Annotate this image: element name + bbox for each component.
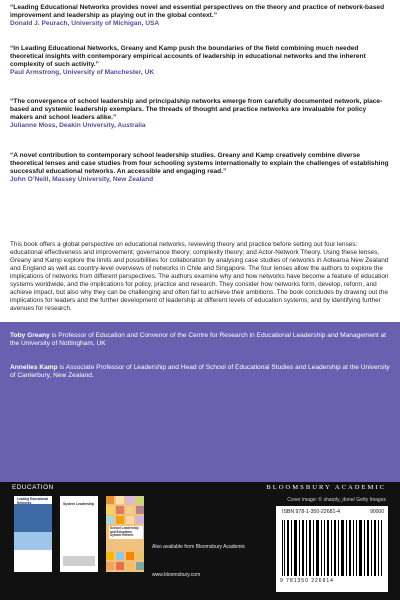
isbn-label: ISBN 978-1-350-22681-4 (282, 509, 340, 515)
barcode-bars (282, 520, 382, 576)
related-book-cover (60, 496, 98, 572)
related-book-cover (14, 496, 52, 572)
author-name: Annelies Kamp (10, 364, 58, 371)
praise-quote (10, 152, 390, 184)
quote-text: “Leading Educational Networks provides novel and essential perspectives on the theory and practice of network-based improvement and leadership as playing out in the global context.” (10, 4, 385, 19)
quote-text: “A novel contribution to contemporary school leadership studies. Greany and Kamp creatively combine diverse theoretical lenses and case studies from four schooling systems internationally to explain the challenges of establishing successful educational networks. An accessible and engaging read.” (10, 152, 389, 175)
publisher-website[interactable]: www.bloomsbury.com (152, 572, 201, 578)
barcode-digits: 9 781350 226814 (280, 578, 334, 584)
quote-source: Donald J. Peurach, University of Michigan, USA (10, 20, 160, 27)
praise-quote (10, 98, 390, 130)
author-bio (10, 332, 390, 348)
quote-source: Julianne Moss, Deakin University, Australia (10, 122, 146, 129)
related-book-cover (106, 496, 144, 572)
praise-section (0, 0, 400, 238)
barcode-addon: 90000 (370, 509, 384, 515)
publisher-logo: BLOOMSBURY ACADEMIC (266, 484, 386, 491)
quote-text: “In Leading Educational Networks, Greany and Kamp push the boundaries of the field combining much needed theoretical insights with contemporary empirical accounts of leadership in educational networks and the inherent complexity of such activity.” (10, 45, 366, 68)
related-book-title: System Leadership (63, 502, 95, 506)
praise-quote (10, 45, 390, 77)
author-bio-text: is Associate Professor of Leadership and Head of School of Educational Studies and Leadership at the University of Canterbury, New Zealand. (10, 364, 390, 379)
cover-credit: Cover image: © sharply_done/ Getty Images (287, 497, 386, 503)
also-available-text: Also available from Bloomsbury Academic (152, 544, 246, 550)
quote-text: “The convergence of school leadership and principalship networks emerge from carefully documented network, place-based and systemic leadership exemplars. The threads of thought and practice networks are invaluable for policy makers and school leaders alike.” (10, 98, 383, 121)
author-bio-text: is Professor of Education and Convenor of the Centre for Research in Educational Leadership and Management at the University of Nottingham, UK (10, 332, 386, 347)
subject-category: EDUCATION (12, 484, 54, 491)
book-description: This book offers a global perspective on educational networks, reviewing theory and practice before setting out four lenses: educational effectiveness and improvement; governance theory; complexity theory; and Actor-Network Theory. Using these lenses, Greany and Kamp explore the limits and possibilities for collaboration by analysing case studies of networks in Aotearoa New Zealand and England as well as country-level overviews of networks in Chile and Singapore. The four lenses allow the authors to explore the implications of networks from different perspectives. The authors examine why and how networks have become a feature of education systems worldwide, and the implications for policy, practice and research. They consider how networks form, develop, reform, and achieve impact, but also why they can be challenging and often fail to achieve their ambitions. The book concludes by drawing out the implications for leaders and the further development of leadership at different levels of education systems, and by identifying further avenues for research. (10, 241, 389, 312)
author-bio (10, 364, 390, 380)
related-book-title: Leading Educational Networks (17, 497, 49, 505)
author-name: Toby Greany (10, 332, 50, 339)
quote-source: Paul Armstrong, University of Manchester, UK (10, 69, 155, 76)
barcode (276, 506, 388, 592)
related-book-title: School Leadership and Education System Reform (109, 526, 143, 539)
publisher-footer (0, 482, 400, 600)
quote-source: John O’Neill, Massey University, New Zealand (10, 176, 154, 183)
praise-quote (10, 4, 390, 28)
